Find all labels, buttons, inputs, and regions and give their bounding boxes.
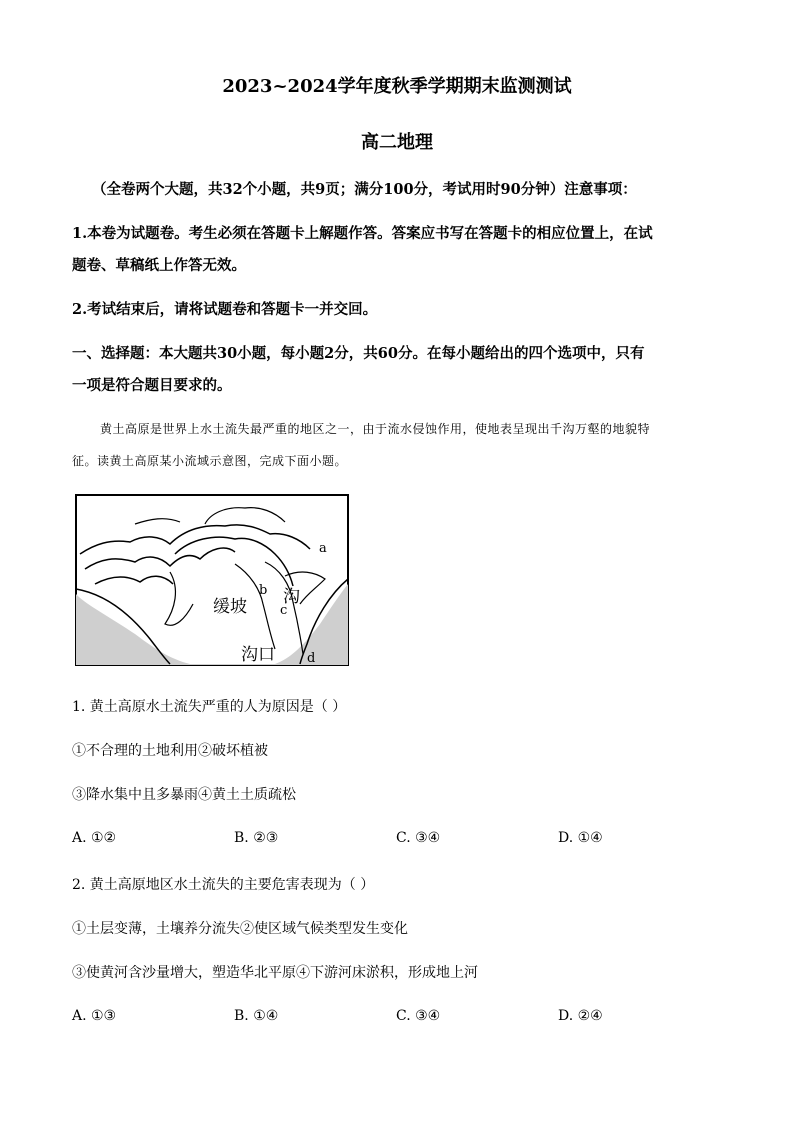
question-1-statements-b: ③降水集中且多暴雨④黄土土质疏松	[72, 787, 296, 803]
question-1-option-a[interactable]: A. ①②	[72, 830, 117, 846]
question-1-stem: 1. 黄土高原水土流失严重的人为原因是（ ）	[72, 699, 347, 715]
exam-info: （全卷两个大题，共32个小题，共9页；满分100分，考试用时90分钟）注意事项：	[92, 181, 637, 198]
question-1-option-d[interactable]: D. ①④	[558, 830, 603, 846]
exam-title: 2023~2024学年度秋季学期期末监测测试	[222, 76, 572, 97]
label-a: a	[319, 541, 327, 556]
label-d: d	[307, 651, 316, 666]
note-1-line-2: 题卷、草稿纸上作答无效。	[72, 257, 246, 274]
note-1-line-1: 1.本卷为试题卷。考生必须在答题卡上解题作答。答案应书写在答题卡的相应位置上，在试	[72, 225, 653, 242]
watershed-diagram	[75, 494, 349, 666]
question-1-option-b[interactable]: B. ②③	[234, 830, 279, 846]
question-2-option-a[interactable]: A. ①③	[72, 1008, 117, 1024]
question-1-statements-a: ①不合理的土地利用②破坏植被	[72, 743, 268, 759]
note-2: 2.考试结束后，请将试题卷和答题卡一并交回。	[72, 301, 378, 318]
passage-line-2: 征。读黄土高原某小流域示意图，完成下面小题。	[72, 454, 348, 468]
question-2-stem: 2. 黄土高原地区水土流失的主要危害表现为（ ）	[72, 877, 375, 893]
label-gentle-slope: 缓坡	[213, 597, 247, 617]
label-b: b	[259, 583, 268, 598]
question-2-option-c[interactable]: C. ③④	[396, 1008, 441, 1024]
label-gully-mouth: 沟口	[241, 645, 275, 665]
question-2-statements-b: ③使黄河含沙量增大，塑造华北平原④下游河床淤积，形成地上河	[72, 965, 478, 981]
section-1-heading-line-2: 一项是符合题目要求的。	[72, 377, 232, 394]
label-c: c	[280, 603, 288, 618]
question-2-option-b[interactable]: B. ①④	[234, 1008, 279, 1024]
question-1-option-c[interactable]: C. ③④	[396, 830, 441, 846]
watershed-diagram-svg	[75, 494, 349, 666]
question-2-statements-a: ①土层变薄，土壤养分流失②使区域气候类型发生变化	[72, 921, 408, 937]
section-1-heading-line-1: 一、选择题：本大题共30小题，每小题2分，共60分。在每小题给出的四个选项中，只有	[72, 345, 645, 362]
passage-line-1: 黄土高原是世界上水土流失最严重的地区之一，由于流水侵蚀作用，使地表呈现出千沟万壑的地貌特	[100, 422, 651, 436]
exam-subject: 高二地理	[361, 132, 433, 153]
label-gully: 沟	[283, 587, 300, 607]
question-2-option-d[interactable]: D. ②④	[558, 1008, 603, 1024]
